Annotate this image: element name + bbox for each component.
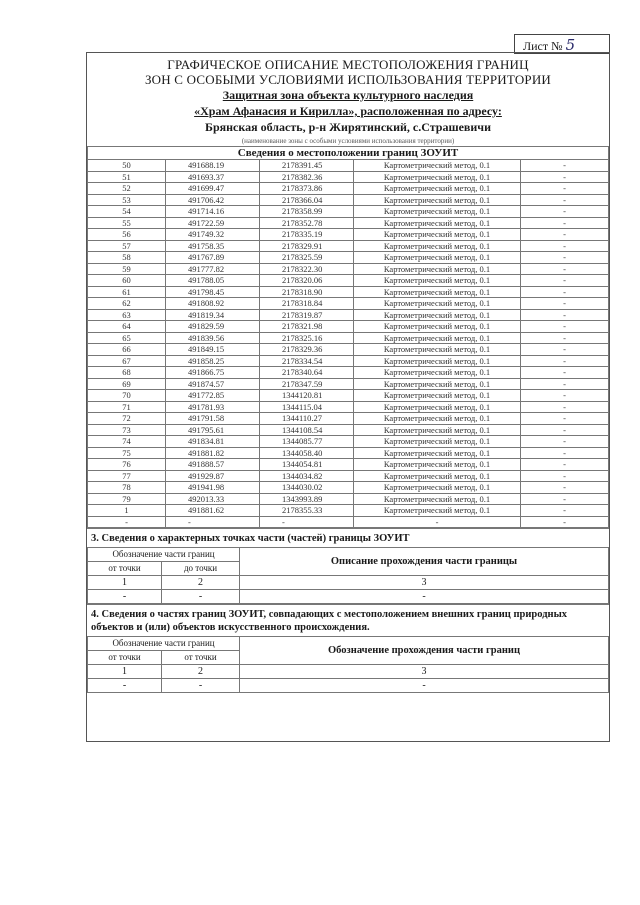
table-cell: 491688.19 [166, 160, 260, 172]
table-cell: - [521, 229, 609, 241]
table-cell: - [521, 447, 609, 459]
table-cell: 2178358.99 [260, 206, 354, 218]
table-cell: - [88, 590, 162, 604]
table-cell: - [521, 470, 609, 482]
table-cell: - [521, 424, 609, 436]
table-cell: 491866.75 [166, 367, 260, 379]
table-row [88, 548, 609, 562]
table-cell: Картометрический метод, 0.1 [354, 309, 521, 321]
section-4-table [87, 636, 609, 693]
table-cell: 491767.89 [166, 252, 260, 264]
table-row [88, 286, 609, 298]
table-cell: 491849.15 [166, 344, 260, 356]
table-cell: 69 [88, 378, 166, 390]
table-cell: - [521, 171, 609, 183]
table-cell: Картометрический метод, 0.1 [354, 413, 521, 425]
table-cell: Картометрический метод, 0.1 [354, 252, 521, 264]
table-cell: - [240, 679, 609, 693]
table-cell: 55 [88, 217, 166, 229]
column-to-point: до точки [162, 562, 240, 576]
table-cell: 70 [88, 390, 166, 402]
table-row [88, 252, 609, 264]
table-cell: Картометрический метод, 0.1 [354, 275, 521, 287]
table-cell: 73 [88, 424, 166, 436]
table-row [88, 183, 609, 195]
table-cell: 491829.59 [166, 321, 260, 333]
table-cell: 2178325.16 [260, 332, 354, 344]
table-cell: Картометрический метод, 0.1 [354, 194, 521, 206]
table-cell: 58 [88, 252, 166, 264]
table-cell: 59 [88, 263, 166, 275]
table-cell: - [88, 516, 166, 528]
document-frame [86, 52, 610, 742]
table-cell: 491706.42 [166, 194, 260, 206]
table-cell: - [521, 160, 609, 172]
table-cell: 1 [88, 505, 166, 517]
table-cell: - [521, 367, 609, 379]
table-cell: 491881.82 [166, 447, 260, 459]
table-cell: 491722.59 [166, 217, 260, 229]
section-3-title: 3. Сведения о характерных точках части (частей) границы ЗОУИТ [87, 528, 609, 547]
table-cell: 491834.81 [166, 436, 260, 448]
table-cell: 68 [88, 367, 166, 379]
group-header: Обозначение части границ [88, 637, 240, 651]
sheet-label: Лист № [523, 39, 563, 53]
title-line-1: ГРАФИЧЕСКОЕ ОПИСАНИЕ МЕСТОПОЛОЖЕНИЯ ГРАНИЦ [167, 57, 529, 72]
table-cell: 2178320.06 [260, 275, 354, 287]
table-cell: Картометрический метод, 0.1 [354, 447, 521, 459]
table-cell: 491929.87 [166, 470, 260, 482]
table-cell: 491693.37 [166, 171, 260, 183]
table-cell: - [521, 344, 609, 356]
column-description: Описание прохождения части границы [240, 548, 609, 576]
table-cell: 2178347.59 [260, 378, 354, 390]
table-row [88, 679, 609, 693]
table-cell: - [521, 206, 609, 218]
table-cell: - [521, 378, 609, 390]
table-cell: Картометрический метод, 0.1 [354, 263, 521, 275]
table-cell: 1344120.81 [260, 390, 354, 402]
table-cell: - [521, 240, 609, 252]
table-cell: 2178329.91 [260, 240, 354, 252]
table-cell: 2178355.33 [260, 505, 354, 517]
table-cell: Картометрический метод, 0.1 [354, 332, 521, 344]
table-cell: 50 [88, 160, 166, 172]
table-cell: 2178340.64 [260, 367, 354, 379]
table-cell: 491798.45 [166, 286, 260, 298]
table-row [88, 309, 609, 321]
table-cell: 491714.16 [166, 206, 260, 218]
table-cell: Картометрический метод, 0.1 [354, 401, 521, 413]
table-row [88, 321, 609, 333]
table-row [88, 344, 609, 356]
table-row [88, 160, 609, 172]
table-cell: - [166, 516, 260, 528]
table-cell: 67 [88, 355, 166, 367]
column-number: 3 [240, 665, 609, 679]
table-cell: Картометрический метод, 0.1 [354, 390, 521, 402]
table-cell: 1344034.82 [260, 470, 354, 482]
table-cell: - [354, 516, 521, 528]
table-cell: Картометрический метод, 0.1 [354, 171, 521, 183]
table-cell: - [521, 321, 609, 333]
table-cell: - [162, 590, 240, 604]
table-cell: 2178321.98 [260, 321, 354, 333]
table-cell: Картометрический метод, 0.1 [354, 240, 521, 252]
table-cell: Картометрический метод, 0.1 [354, 229, 521, 241]
column-number: 3 [240, 576, 609, 590]
section-4-title: 4. Сведения о частях границ ЗОУИТ, совпадающих с местоположением внешних границ природных объектов и (или) объектов искусственного происхождения. [87, 604, 609, 636]
table-cell: 1344110.27 [260, 413, 354, 425]
table-cell: Картометрический метод, 0.1 [354, 298, 521, 310]
table-cell: - [521, 505, 609, 517]
table-cell: Картометрический метод, 0.1 [354, 482, 521, 494]
table-row [88, 275, 609, 287]
table-cell: 62 [88, 298, 166, 310]
table-cell: Картометрический метод, 0.1 [354, 493, 521, 505]
table-cell: 79 [88, 493, 166, 505]
table-cell: - [521, 217, 609, 229]
table-cell: 2178318.84 [260, 298, 354, 310]
table-cell: 491699.47 [166, 183, 260, 195]
table-cell: - [162, 679, 240, 693]
table-cell: - [88, 679, 162, 693]
table-cell: 51 [88, 171, 166, 183]
table-cell: Картометрический метод, 0.1 [354, 378, 521, 390]
table-row [88, 217, 609, 229]
table-cell: - [521, 482, 609, 494]
table-cell: 75 [88, 447, 166, 459]
table-row [88, 390, 609, 402]
table-cell: 53 [88, 194, 166, 206]
table-cell: Картометрический метод, 0.1 [354, 344, 521, 356]
column-number: 2 [162, 576, 240, 590]
zone-name-note: (наименование зоны с особыми условиями использования территории) [241, 137, 455, 145]
table-cell: 491772.85 [166, 390, 260, 402]
table-cell: 77 [88, 470, 166, 482]
table-row [88, 493, 609, 505]
column-number: 1 [88, 665, 162, 679]
table-cell: Картометрический метод, 0.1 [354, 459, 521, 471]
table-cell: 491795.61 [166, 424, 260, 436]
table-cell: 76 [88, 459, 166, 471]
table-cell: 2178329.36 [260, 344, 354, 356]
table-cell: 61 [88, 286, 166, 298]
table-cell: 65 [88, 332, 166, 344]
table-row [88, 665, 609, 679]
table-cell: 1343993.89 [260, 493, 354, 505]
table-cell: - [260, 516, 354, 528]
table-cell: - [521, 436, 609, 448]
table-cell: - [521, 286, 609, 298]
table-cell: Картометрический метод, 0.1 [354, 160, 521, 172]
table-cell: 2178318.90 [260, 286, 354, 298]
table-cell: - [521, 355, 609, 367]
table-row [88, 194, 609, 206]
table-cell: - [521, 309, 609, 321]
table-cell: 74 [88, 436, 166, 448]
table-cell: Картометрический метод, 0.1 [354, 436, 521, 448]
group-header: Обозначение части границ [88, 548, 240, 562]
table-row [88, 459, 609, 471]
table-row [88, 229, 609, 241]
column-description: Обозначение прохождения части границ [240, 637, 609, 665]
table-cell: 491888.57 [166, 459, 260, 471]
table-cell: 1344054.81 [260, 459, 354, 471]
table-cell: 52 [88, 183, 166, 195]
table-cell: - [521, 183, 609, 195]
column-to-point: от точки [162, 651, 240, 665]
table-row [88, 413, 609, 425]
column-number: 1 [88, 576, 162, 590]
table-row [88, 263, 609, 275]
table-caption: Сведения о местоположении границ ЗОУИТ [88, 147, 609, 160]
table-cell: 78 [88, 482, 166, 494]
table-cell: Картометрический метод, 0.1 [354, 183, 521, 195]
table-row [88, 298, 609, 310]
table-row [88, 424, 609, 436]
table-cell: 63 [88, 309, 166, 321]
table-cell: 2178382.36 [260, 171, 354, 183]
table-cell: Картометрический метод, 0.1 [354, 470, 521, 482]
table-cell: 1344108.54 [260, 424, 354, 436]
table-cell: Картометрический метод, 0.1 [354, 217, 521, 229]
table-cell: 491777.82 [166, 263, 260, 275]
table-cell: 491788.05 [166, 275, 260, 287]
table-cell: 2178325.59 [260, 252, 354, 264]
table-cell: 491758.35 [166, 240, 260, 252]
table-cell: Картометрический метод, 0.1 [354, 286, 521, 298]
table-cell: 491858.25 [166, 355, 260, 367]
table-cell: - [521, 263, 609, 275]
table-cell: 491781.93 [166, 401, 260, 413]
section-3-table [87, 547, 609, 604]
table-cell: 1344058.40 [260, 447, 354, 459]
table-cell: 54 [88, 206, 166, 218]
table-cell: 2178322.30 [260, 263, 354, 275]
table-cell: - [240, 590, 609, 604]
title-line-2: ЗОН С ОСОБЫМИ УСЛОВИЯМИ ИСПОЛЬЗОВАНИЯ ТЕРРИТОРИИ [144, 72, 552, 87]
table-cell: 491881.62 [166, 505, 260, 517]
table-cell: - [521, 390, 609, 402]
column-number: 2 [162, 665, 240, 679]
table-row [88, 447, 609, 459]
sheet-number-box [514, 34, 610, 54]
table-cell: - [521, 194, 609, 206]
table-row [88, 590, 609, 604]
table-cell: 2178391.45 [260, 160, 354, 172]
object-name: «Храм Афанасия и Кирилла», расположенная по адресу: [194, 104, 502, 118]
table-cell: 2178319.87 [260, 309, 354, 321]
table-cell: 1344085.77 [260, 436, 354, 448]
table-row [88, 332, 609, 344]
table-cell: - [521, 401, 609, 413]
column-from-point: от точки [88, 562, 162, 576]
table-cell: 491941.98 [166, 482, 260, 494]
table-row [88, 637, 609, 651]
table-cell: 60 [88, 275, 166, 287]
table-row [88, 355, 609, 367]
table-cell: 72 [88, 413, 166, 425]
table-row [88, 505, 609, 517]
table-row [88, 436, 609, 448]
table-row [88, 576, 609, 590]
table-row [88, 378, 609, 390]
table-cell: 1344030.02 [260, 482, 354, 494]
table-cell: Картометрический метод, 0.1 [354, 206, 521, 218]
table-cell: 491839.56 [166, 332, 260, 344]
table-cell: 2178373.86 [260, 183, 354, 195]
object-address: Брянская область, р-н Жирятинский, с.Страшевичи [205, 120, 491, 134]
table-cell: 64 [88, 321, 166, 333]
table-cell: 71 [88, 401, 166, 413]
boundary-points-table [87, 146, 609, 528]
table-cell: 56 [88, 229, 166, 241]
table-cell: - [521, 298, 609, 310]
table-row [88, 516, 609, 528]
table-cell: - [521, 275, 609, 287]
table-cell: 57 [88, 240, 166, 252]
table-row [88, 171, 609, 183]
table-cell: - [521, 252, 609, 264]
table-cell: 66 [88, 344, 166, 356]
table-cell: 491749.32 [166, 229, 260, 241]
table-cell: 2178334.54 [260, 355, 354, 367]
table-row [88, 240, 609, 252]
table-cell: - [521, 459, 609, 471]
table-row [88, 470, 609, 482]
table-row [88, 367, 609, 379]
table-cell: Картометрический метод, 0.1 [354, 367, 521, 379]
table-cell: 491791.58 [166, 413, 260, 425]
table-row [88, 206, 609, 218]
zone-type: Защитная зона объекта культурного наследия [222, 88, 474, 102]
table-cell: - [521, 516, 609, 528]
table-cell: 1344115.04 [260, 401, 354, 413]
table-cell: 491874.57 [166, 378, 260, 390]
table-cell: Картометрический метод, 0.1 [354, 321, 521, 333]
table-cell: - [521, 332, 609, 344]
table-caption-row [88, 147, 609, 160]
table-row [88, 482, 609, 494]
table-cell: 2178335.19 [260, 229, 354, 241]
table-cell: - [521, 493, 609, 505]
table-cell: - [521, 413, 609, 425]
table-cell: 2178366.04 [260, 194, 354, 206]
column-from-point: от точки [88, 651, 162, 665]
table-cell: 492013.33 [166, 493, 260, 505]
table-cell: Картометрический метод, 0.1 [354, 355, 521, 367]
table-cell: Картометрический метод, 0.1 [354, 424, 521, 436]
table-cell: 2178352.78 [260, 217, 354, 229]
table-row [88, 401, 609, 413]
sheet-number: 5 [565, 36, 576, 54]
table-cell: 491808.92 [166, 298, 260, 310]
table-cell: 491819.34 [166, 309, 260, 321]
table-cell: Картометрический метод, 0.1 [354, 505, 521, 517]
document-header [87, 57, 609, 146]
